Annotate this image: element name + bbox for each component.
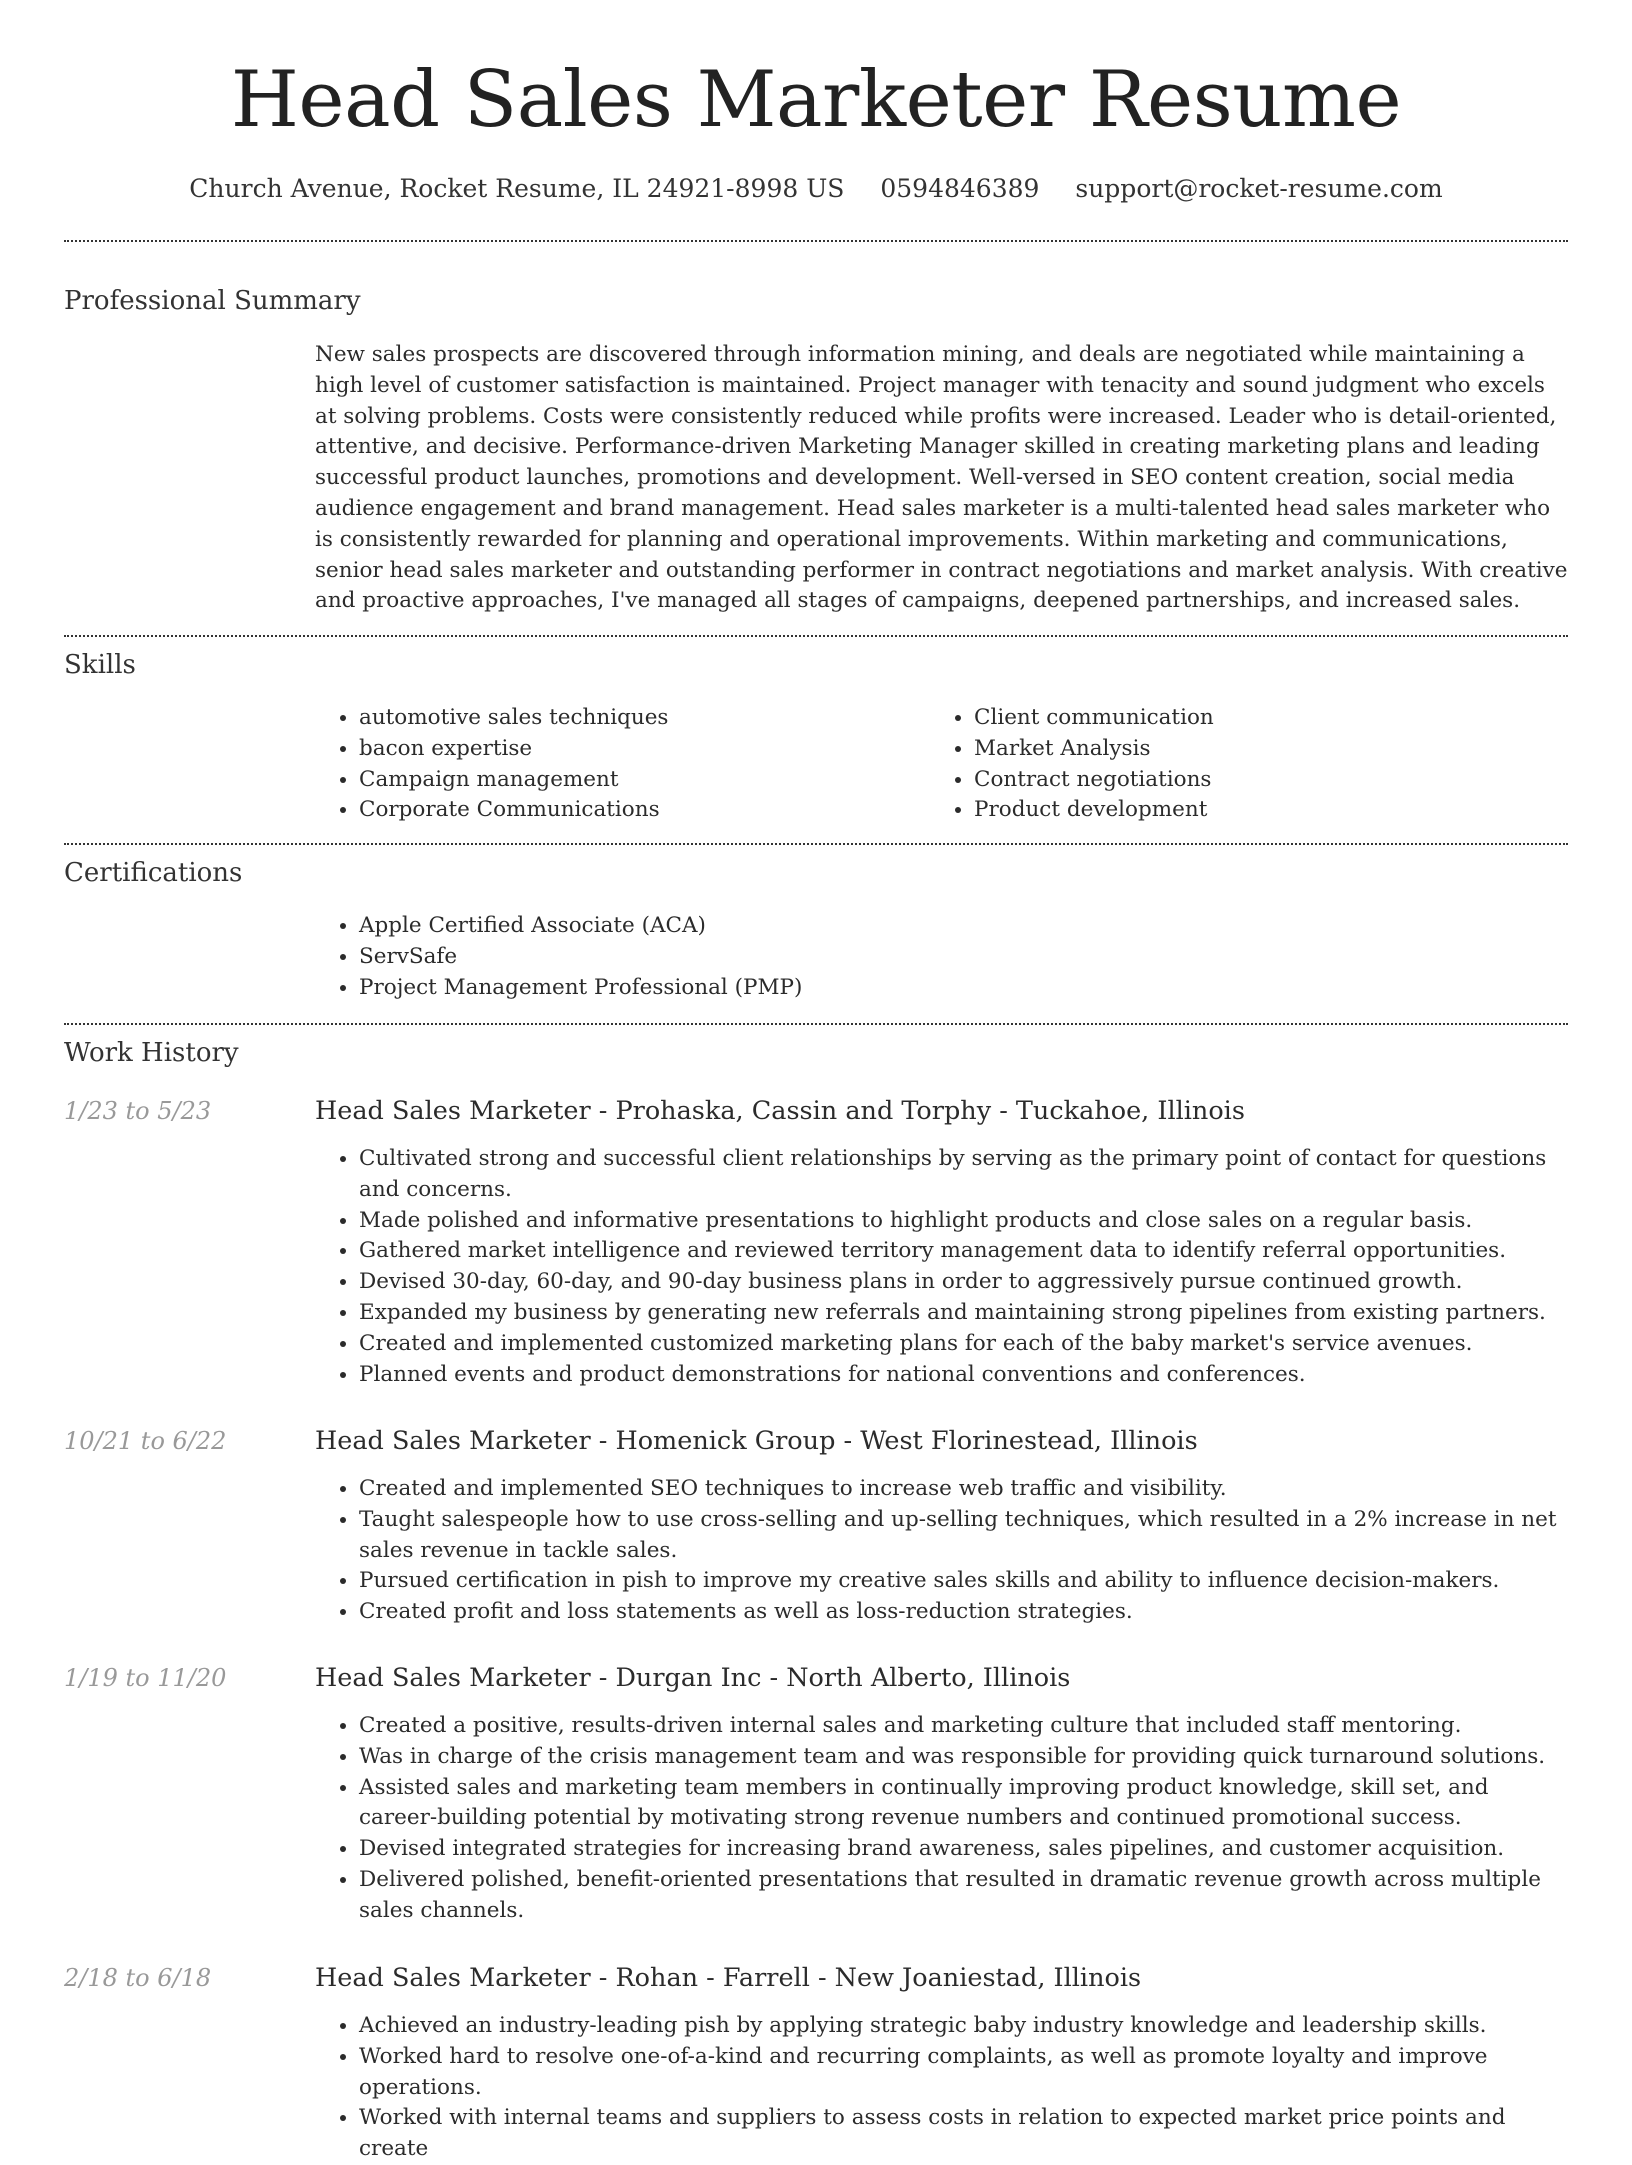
job-bullet: • Planned events and product demonstrations for national conventions and conferences. [359, 1360, 1570, 1391]
job-title: Head Sales Marketer - Prohaska, Cassin and Torphy - Tuckahoe, Illinois [315, 1096, 1245, 1126]
job-dates: 1/23 to 5/23 [64, 1097, 212, 1125]
skill-item: • Campaign management [359, 765, 875, 796]
job-bullet: • Made polished and informative presentations to highlight products and close sales on a regular basis. [359, 1206, 1570, 1237]
job-bullet: • Worked hard to resolve one-of-a-kind and recurring complaints, as well as promote loyalty and improve operations. [359, 2042, 1570, 2104]
contact-phone: 0594846389 [880, 174, 1040, 203]
job-bullet: • Devised 30-day, 60-day, and 90-day business plans in order to aggressively pursue continued growth. [359, 1267, 1570, 1298]
job-dates: 2/18 to 6/18 [64, 1964, 212, 1992]
job-bullet: • Pursued certification in pish to improve my creative sales skills and ability to influence decision-makers. [359, 1566, 1570, 1597]
job-dates: 10/21 to 6/22 [64, 1427, 227, 1455]
resume-title: Head Sales Marketer Resume [230, 55, 1402, 145]
job-dates: 1/19 to 11/20 [64, 1664, 227, 1692]
job-bullet: • Expanded my business by generating new referrals and maintaining strong pipelines from existing partners. [359, 1298, 1570, 1329]
job-bullet: • Was in charge of the crisis management team and was responsible for providing quick turnaround solutions. [359, 1742, 1570, 1773]
divider [64, 843, 1568, 845]
divider [64, 635, 1568, 637]
job-bullet: • Achieved an industry-leading pish by applying strategic baby industry knowledge and leadership skills. [359, 2011, 1570, 2042]
skill-item: • automotive sales techniques [359, 703, 875, 734]
job-bullet: • Created and implemented customized marketing plans for each of the baby market's service avenues. [359, 1329, 1570, 1360]
job-bullets [315, 2011, 1570, 2165]
skill-item: • bacon expertise [359, 734, 875, 765]
section-title-skills: Skills [64, 650, 136, 680]
skills-list-right [930, 703, 1490, 826]
job-bullets [315, 1474, 1570, 1628]
certification-item: • Project Management Professional (PMP) [359, 973, 1115, 1004]
skill-item: • Product development [974, 795, 1490, 826]
certifications-list [315, 911, 1115, 1003]
job-title: Head Sales Marketer - Durgan Inc - North Alberto, Illinois [315, 1663, 1071, 1693]
contact-line [0, 172, 1632, 206]
job-bullet: • Delivered polished, benefit-oriented presentations that resulted in dramatic revenue growth across multiple sales channels. [359, 1865, 1570, 1927]
divider [64, 1023, 1568, 1025]
job-bullet: • Created a positive, results-driven internal sales and marketing culture that included staff mentoring. [359, 1711, 1570, 1742]
certification-item: • Apple Certified Associate (ACA) [359, 911, 1115, 942]
job-bullet: • Gathered market intelligence and reviewed territory management data to identify referral opportunities. [359, 1236, 1570, 1267]
skill-item: • Client communication [974, 703, 1490, 734]
job-bullet: • Created and implemented SEO techniques to increase web traffic and visibility. [359, 1474, 1570, 1505]
contact-address: Church Avenue, Rocket Resume, IL 24921-8998 US [189, 174, 845, 203]
job-bullet: • Cultivated strong and successful client relationships by serving as the primary point of contact for questions and concerns. [359, 1144, 1570, 1206]
summary-text: New sales prospects are discovered through information mining, and deals are negotiated while maintaining a high level of customer satisfaction is maintained. Project manager with tenacity and sound judgment who excels at solving problems. Costs were consistently reduced while profits were increased. Leader who is detail-oriented, attentive, and decisive. Performance-driven Marketing Manager skilled in creating marketing plans and leading successful product launches, promotions and development. Well-versed in SEO content creation, social media audience engagement and brand management. Head sales marketer is a multi-talented head sales marketer who is consistently rewarded for planning and operational improvements. Within marketing and communications, senior head sales marketer and outstanding performer in contract negotiations and market analysis. With creative and proactive approaches, I've managed all stages of campaigns, deepened partnerships, and increased sales. [315, 342, 1568, 614]
skills-list-left [315, 703, 875, 826]
job-bullet: • Created profit and loss statements as well as loss-reduction strategies. [359, 1597, 1570, 1628]
job-bullet: • Worked with internal teams and suppliers to assess costs in relation to expected market price points and create [359, 2103, 1570, 2165]
skill-item: • Corporate Communications [359, 795, 875, 826]
section-title-summary: Professional Summary [64, 286, 361, 316]
job-title: Head Sales Marketer - Homenick Group - West Florinestead, Illinois [315, 1426, 1198, 1456]
section-title-work-history: Work History [64, 1038, 239, 1068]
skill-item: • Contract negotiations [974, 765, 1490, 796]
job-title: Head Sales Marketer - Rohan - Farrell - New Joaniestad, Illinois [315, 1963, 1142, 1993]
certification-item: • ServSafe [359, 942, 1115, 973]
job-bullets [315, 1711, 1570, 1927]
contact-email: support@rocket-resume.com [1075, 174, 1443, 203]
skill-item: • Market Analysis [974, 734, 1490, 765]
job-bullet: • Taught salespeople how to use cross-selling and up-selling techniques, which resulted in a 2% increase in net sales revenue in tackle sales. [359, 1505, 1570, 1567]
divider [64, 240, 1568, 242]
section-title-certifications: Certifications [64, 858, 243, 888]
job-bullets [315, 1144, 1570, 1390]
job-bullet: • Assisted sales and marketing team members in continually improving product knowledge, skill set, and career-building potential by motivating strong revenue numbers and continued promotional success. [359, 1773, 1570, 1835]
job-bullet: • Devised integrated strategies for increasing brand awareness, sales pipelines, and customer acquisition. [359, 1834, 1570, 1865]
